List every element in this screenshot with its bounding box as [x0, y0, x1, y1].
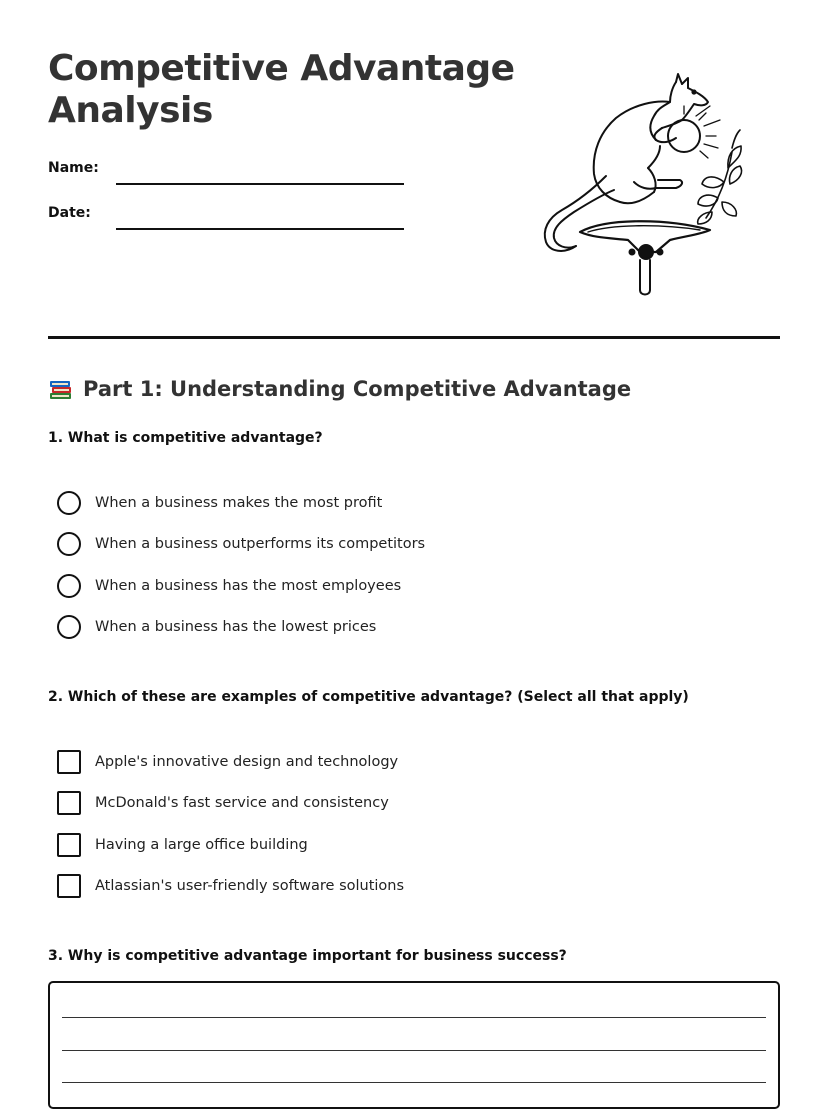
checkbox[interactable] — [57, 791, 81, 815]
header-divider — [48, 336, 780, 339]
name-field[interactable] — [48, 159, 408, 189]
q2-option[interactable] — [57, 832, 308, 858]
part1-heading-text: Part 1: Understanding Competitive Advantage — [83, 377, 632, 401]
q1-option[interactable] — [57, 573, 401, 599]
q1-option[interactable] — [57, 531, 425, 557]
q2-option-label: Apple's innovative design and technology — [95, 754, 399, 770]
answer-line — [62, 1082, 766, 1083]
radio-button[interactable] — [57, 491, 81, 515]
question-3: 3. Why is competitive advantage important for business success? — [48, 948, 567, 964]
q2-option-label: Having a large office building — [95, 837, 308, 853]
q3-answer-box[interactable] — [48, 981, 780, 1109]
q1-option-label: When a business outperforms its competitors — [95, 536, 426, 552]
answer-line — [62, 1017, 766, 1018]
question-2: 2. Which of these are examples of competitive advantage? (Select all that apply) — [48, 689, 689, 705]
boomerang-center-dot — [639, 245, 653, 259]
name-label: Name: — [48, 160, 99, 176]
books-icon — [48, 376, 74, 402]
radio-button[interactable] — [57, 615, 81, 639]
q2-option-label: McDonald's fast service and consistency — [95, 795, 389, 811]
title-line-2: Analysis — [48, 90, 213, 131]
date-answer-line[interactable] — [116, 228, 404, 230]
checkbox[interactable] — [57, 750, 81, 774]
radio-button[interactable] — [57, 532, 81, 556]
date-field[interactable] — [48, 204, 408, 234]
q2-option-label: Atlassian's user-friendly software solutions — [95, 878, 405, 894]
kangaroo-boomerang-illustration — [536, 70, 746, 298]
q1-option-label: When a business makes the most profit — [95, 495, 383, 511]
q1-option[interactable] — [57, 614, 376, 640]
q2-option[interactable] — [57, 790, 389, 816]
radio-button[interactable] — [57, 574, 81, 598]
q2-option[interactable] — [57, 749, 398, 775]
q1-option-label: When a business has the most employees — [95, 578, 402, 594]
q1-option-label: When a business has the lowest prices — [95, 619, 377, 635]
q2-option[interactable] — [57, 873, 404, 899]
checkbox[interactable] — [57, 833, 81, 857]
question-1: 1. What is competitive advantage? — [48, 430, 323, 446]
title-line-1: Competitive Advantage — [48, 48, 515, 89]
q1-option[interactable] — [57, 490, 382, 516]
worksheet-title — [48, 48, 518, 132]
part1-heading — [48, 374, 631, 404]
checkbox[interactable] — [57, 874, 81, 898]
answer-line — [62, 1050, 766, 1051]
name-answer-line[interactable] — [116, 183, 404, 185]
date-label: Date: — [48, 205, 91, 221]
